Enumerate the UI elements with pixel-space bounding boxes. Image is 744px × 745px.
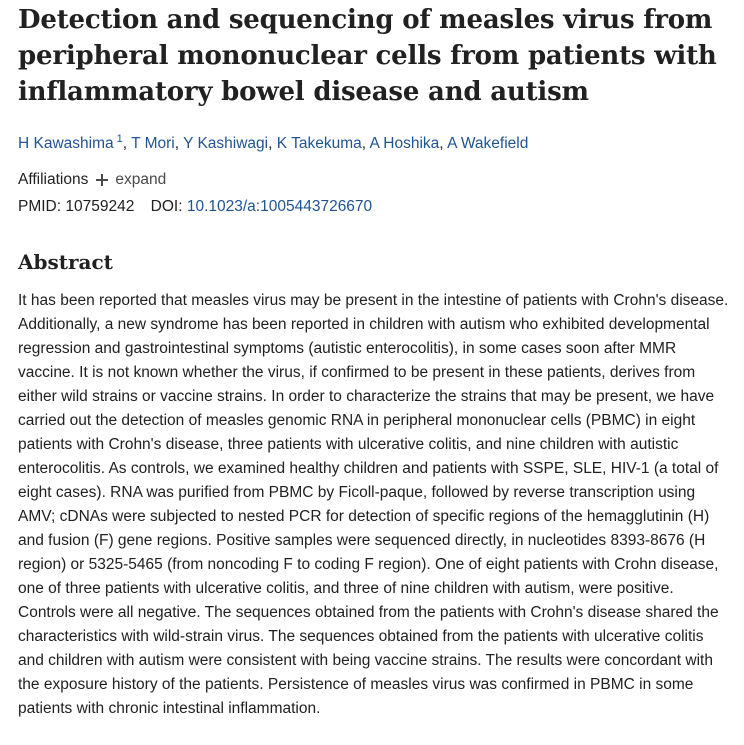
author-separator: ,: [361, 135, 370, 152]
expand-label: expand: [115, 171, 167, 188]
affiliation-marker[interactable]: 1: [116, 132, 123, 145]
affiliations-row: [18, 170, 736, 190]
plus-icon: [96, 174, 108, 186]
doi-label: DOI:: [150, 198, 183, 215]
article-page: [18, 0, 736, 721]
doi-link[interactable]: 10.1023/a:1005443726670: [186, 198, 373, 215]
author-link[interactable]: Y Kashiwagi: [183, 135, 269, 152]
author-link[interactable]: A Wakefield: [447, 135, 529, 152]
article-title: Detection and sequencing of measles virus from peripheral mononuclear cells from patients with inflammatory bowel disease and autism: [18, 5, 717, 107]
abstract-body: It has been reported that measles virus may be present in the intestine of patients with Crohn's disease. Additionally, a new syndrome has been reported in children with autism who exhibited developmental regression and gastrointestinal symptoms (autistic enterocolitis), in some cases soon after MMR vaccine. It is not known whether the virus, if confirmed to be present in these patients, derives from either wild strains or vaccine strains. In order to characterize the strains that may be present, we have carried out the detection of measles genomic RNA in peripheral mononuclear cells (PBMC) in eight patients with Crohn's disease, three patients with ulcerative colitis, and nine children with autistic enterocolitis. As controls, we examined healthy children and patients with SSPE, SLE, HIV-1 (a total of eight cases). RNA was purified from PBMC by Ficoll-paque, followed by reverse transcription using AMV; cDNAs were subjected to nested PCR for detection of specific regions of the hemagglutinin (H) and fusion (F) gene regions. Positive samples were sequenced directly, in nucleotides 8393-8676 (H region) or 5325-5465 (from noncoding F to coding F region). One of eight patients with Crohn disease, one of three patients with ulcerative colitis, and three of nine children with autism, were positive. Controls were all negative. The sequences obtained from the patients with Crohn's disease shared the characteristics with wild-strain virus. The sequences obtained from the patients with ulcerative colitis and children with autism were consistent with being vaccine strains. The results were concordant with the exposure history of the patients. Persistence of measles virus was confirmed in PBMC in some patients with chronic intestinal inflammation.: [18, 292, 729, 717]
pmid-label: PMID:: [18, 198, 62, 215]
author-link[interactable]: T Mori: [131, 135, 175, 152]
affiliations-label: Affiliations: [18, 171, 89, 188]
author-separator: ,: [174, 135, 184, 152]
abstract-heading: Abstract: [18, 250, 113, 274]
author-separator: ,: [268, 135, 277, 152]
author-separator: ,: [122, 135, 132, 152]
author-list: [18, 134, 736, 154]
affiliations-expand-button[interactable]: [96, 170, 166, 190]
author-link[interactable]: K Takekuma: [276, 135, 362, 152]
author-link[interactable]: H Kawashima: [18, 135, 114, 152]
author-separator: ,: [439, 135, 448, 152]
identifiers-row: [18, 197, 736, 217]
author-link[interactable]: A Hoshika: [369, 135, 440, 152]
pmid-value: 10759242: [65, 198, 135, 215]
